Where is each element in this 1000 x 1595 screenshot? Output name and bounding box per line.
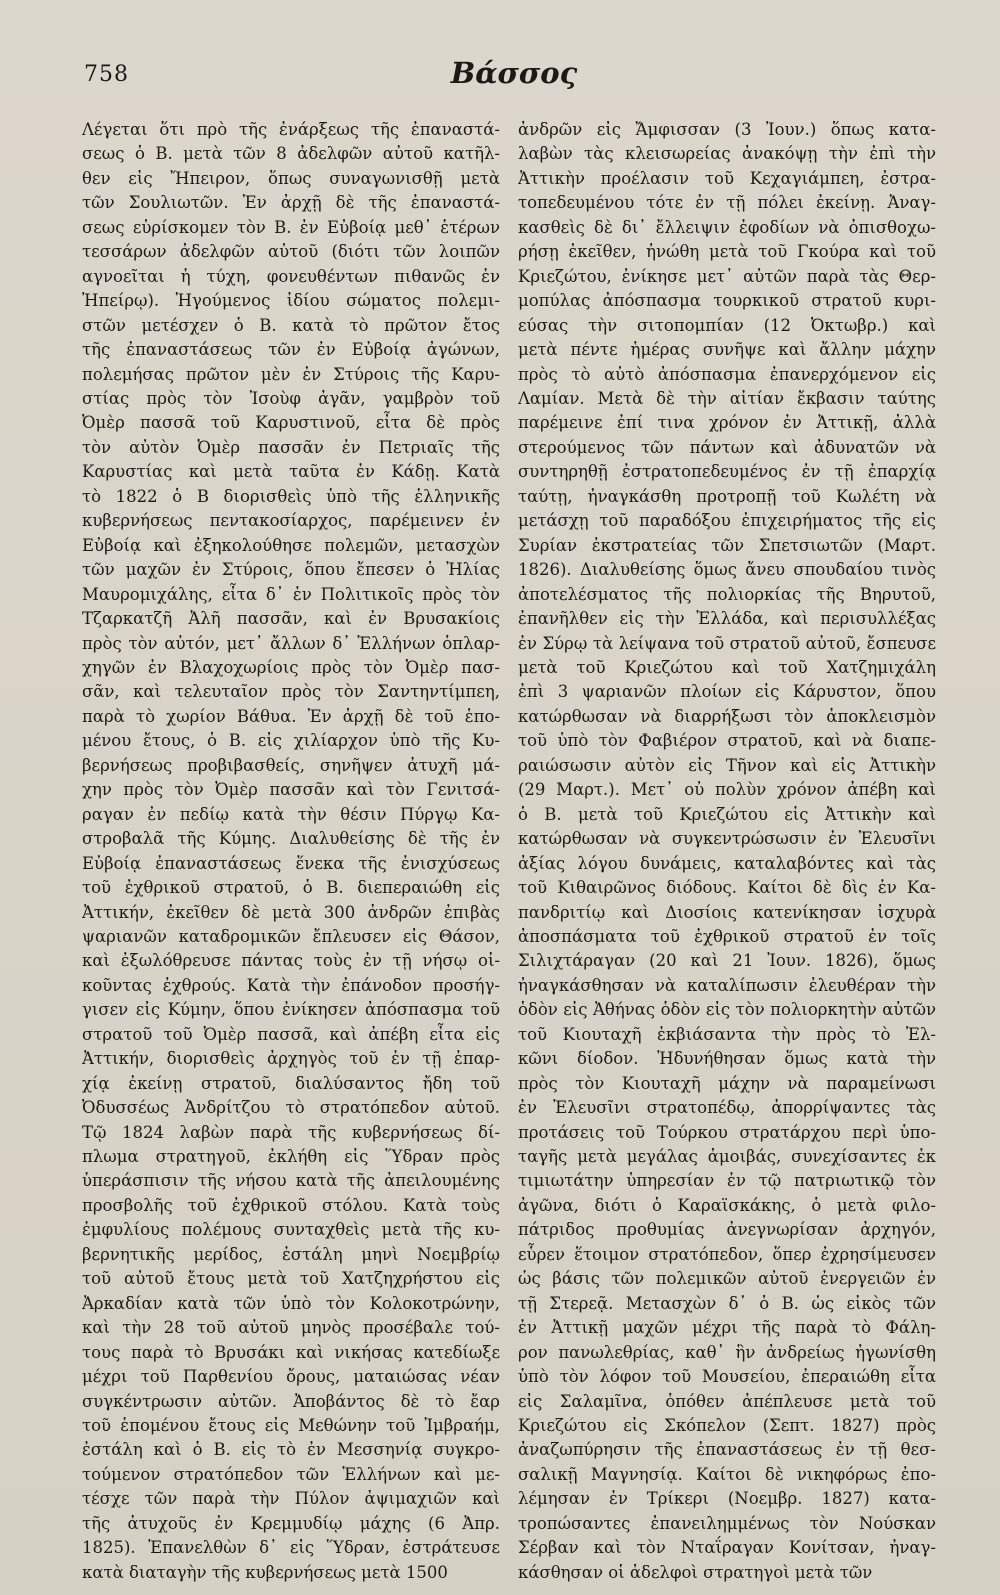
text-line: βερνήσεως προβιβασθείς, σηνῆψεν ἀτυχῆ μά- <box>82 755 500 775</box>
text-line: πολεμήσας πρῶτον μὲν ἐν Στύροις τῆς Καρυ- <box>82 364 500 384</box>
text-line: τῶν μαχῶν ἐν Στύροις, ὅπου ἔπεσεν ὁ Ἠλίας <box>82 560 500 580</box>
text-line: ἐν Σύρῳ τὰ λείψανα τοῦ στρατοῦ αὐτοῦ, ἔσπευσε <box>518 633 936 653</box>
text-line: Ἀττικὴν προέλασιν τοῦ Κεχαγιάμπεη, ἐστρα- <box>518 168 936 188</box>
text-line: στῶν μετέσχεν ὁ Β. κατὰ τὸ πρῶτον ἔτος <box>82 315 500 335</box>
text-line: συγκέντρωσιν αὐτῶν. Ἀποβάντος δὲ τὸ ἔαρ <box>82 1391 500 1411</box>
text-columns <box>82 118 976 1582</box>
text-line: σαλικῇ Μαγνησίᾳ. Καίτοι δὲ νικηφόρως ἐπο- <box>518 1464 936 1484</box>
text-line: τοῦ ἐχθρικοῦ στρατοῦ, ὁ Β. διεπεραιώθη εἰς <box>82 878 500 898</box>
text-line: ὑπὸ τὸν λόφον τοῦ Μουσείου, ἐπεραιώθη εἶτα <box>518 1367 936 1387</box>
text-line: στρατοῦ τοῦ Ὀμὲρ πασσᾶ, καὶ ἀπέβη εἶτα εἰς <box>82 1024 500 1044</box>
text-line: παρὰ τὸ χωρίον Βάθυα. Ἐν ἀρχῇ δὲ τοῦ ἑπο- <box>82 706 500 726</box>
text-line: κατώρθωσαν νὰ διαρρήξωσι τὸν ἀποκλεισμὸν <box>518 706 936 726</box>
text-line: Κριεζώτου εἰς Σκόπελον (Σεπτ. 1827) πρὸς <box>518 1416 936 1436</box>
text-line: Τῷ 1824 λαβὼν παρὰ τῆς κυβερνήσεως δί- <box>82 1122 500 1142</box>
page-number: 758 <box>84 62 129 87</box>
text-line: σεως εὑρίσκομεν τὸν Β. ἐν Εὐβοίᾳ μεθ᾽ ἑτέρων <box>82 217 500 237</box>
text-line: κοῦντας ἐχθρούς. Κατὰ τὴν ἐπάνοδον προσήγ- <box>82 975 500 995</box>
text-line: Ἠπείρῳ). Ἡγούμενος ἰδίου σώματος πολεμι- <box>82 291 500 311</box>
text-line: πλωμα στρατηγοῦ, ἐκλήθη εἰς Ὕδραν πρὸς <box>82 1147 500 1167</box>
text-line: 1826). Διαλυθείσης ὅμως ἄνευ σπουδαίου τινὸς <box>518 560 936 580</box>
text-line: θεν εἰς Ἤπειρον, ὅπως συναγωνισθῇ μετὰ <box>82 168 500 188</box>
text-line: μένου ἔτους, ὁ Β. εἰς χιλίαρχον ὑπὸ τῆς Κυ- <box>82 731 500 751</box>
text-line: Συρίαν ἐκστρατείας τῶν Σπετσιωτῶν (Μαρτ. <box>518 535 936 555</box>
text-line: παρέμεινε ἐπί τινα χρόνον ἐν Ἀττικῇ, ἀλλὰ <box>518 413 936 433</box>
text-line: Σέρβαν καὶ τὸν Νταΐραγαν Κονίτσαν, ἠναγ- <box>518 1538 936 1558</box>
text-line: κατὰ διαταγὴν τῆς κυβερνήσεως μετὰ 1500 <box>82 1562 448 1582</box>
text-line: Σιλιχτάραγαν (20 καὶ 21 Ἰουν. 1826), ὅμως <box>518 951 936 971</box>
text-line: Κριεζώτου, ἐνίκησε μετ᾽ αὐτῶν παρὰ τὰς Θερ- <box>518 266 936 286</box>
text-line: τοῦ Κιθαιρῶνος διόδους. Καίτοι δὲ δὶς ἐν Κα- <box>518 878 936 898</box>
text-line: τῆς ἀτυχοῦς ἐν Κρεμμυδίῳ μάχης (6 Ἀπρ. <box>82 1513 500 1533</box>
text-line: κυβερνήσεως πεντακοσίαρχος, παρέμεινεν ἐν <box>82 511 500 531</box>
text-line: ἐπὶ 3 ψαριανῶν πλοίων εἰς Κάρυστον, ὅπου <box>518 682 936 702</box>
text-line: ὡς βάσις τῶν πολεμικῶν αὐτοῦ ἐνεργειῶν ἐν <box>518 1269 936 1289</box>
text-line: ραγαν ἐν πεδίῳ κατὰ τὴν θέσιν Πύργῳ Κα- <box>82 804 500 824</box>
page-header <box>78 56 950 96</box>
text-line: Εὐβοίᾳ καὶ ἐξηκολούθησε πολεμῶν, μετασχὼν <box>82 535 500 555</box>
text-line: πρὸς τὸν Κιουταχῆ μάχην νὰ παραμείνωσι <box>518 1073 936 1093</box>
text-line: προσβολῆς τοῦ ἐχθρικοῦ στόλου. Κατὰ τοὺς <box>82 1195 500 1215</box>
text-line: προτάσεις τοῦ Τούρκου στρατάρχου περὶ ὑπο- <box>518 1122 936 1142</box>
text-line: πρὸς τὸ αὐτὸ ἀπόσπασμα ἐπανερχόμενον εἰς <box>518 364 936 384</box>
text-line: πανδριτίῳ καὶ Διοσίοις κατενίκησαν ἰσχυρὰ <box>518 902 936 922</box>
text-line: τεσσάρων ἀδελφῶν αὐτοῦ (διότι τῶν λοιπῶν <box>82 242 500 262</box>
text-line: Ὀμὲρ πασσᾶ τοῦ Καρυστινοῦ, εἶτα δὲ πρὸς <box>82 413 500 433</box>
text-line: ψαριανῶν καταδρομικῶν ἔπλευσεν εἰς Θάσον, <box>82 926 500 946</box>
text-line: λέμησαν ἐν Τρίκερι (Νοεμβρ. 1827) κατα- <box>518 1489 936 1509</box>
text-line: εύσας τὴν σιτοπομπίαν (12 Ὀκτωβρ.) καὶ <box>518 315 936 335</box>
text-line: Εὐβοίᾳ ἐπαναστάσεως ἕνεκα τῆς ἐνισχύσεως <box>82 853 500 873</box>
text-line: στίας πρὸς τὸν Ἰσοὺφ ἀγᾶν, γαμβρὸν τοῦ <box>82 388 500 408</box>
text-line: κασθεὶς δὲ δι᾽ ἔλλειψιν ἐφοδίων νὰ ὀπισθοχω- <box>518 217 936 237</box>
text-line: ρήσῃ ἐκεῖθεν, ἠνώθη μετὰ τοῦ Γκούρα καὶ τοῦ <box>518 242 936 262</box>
text-line: τροπώσαντες ἐπανειλημμένως τὸν Νούσκαν <box>518 1513 936 1533</box>
text-line: (29 Μαρτ.). Μετ᾽ οὐ πολὺν χρόνον ἀπέβη καὶ <box>518 780 936 800</box>
text-line: Τζαρκατζῆ Ἀλῆ πασσᾶν, καὶ ἐν Βρυσακίοις <box>82 609 500 629</box>
text-line: Λέγεται ὅτι πρὸ τῆς ἐνάρξεως τῆς ἐπαναστά- <box>82 120 500 139</box>
text-line: βερνητικῆς μερίδος, ἐστάλη μηνὶ Νοεμβρίῳ <box>82 1244 500 1264</box>
text-line: Μαυρομιχάλης, εἶτα δ᾽ ἐν Πολιτικοῖς πρὸς τὸν <box>82 584 500 604</box>
text-line: τους παρὰ τὸ Βρυσάκι καὶ νικήσας κατεδίωξε <box>82 1342 500 1362</box>
text-line: σεως ὁ Β. μετὰ τῶν 8 ἀδελφῶν αὐτοῦ κατῆλ- <box>82 144 500 164</box>
text-line: Λαμίαν. Μετὰ δὲ τὴν αἰτίαν ἔκβασιν ταύτης <box>518 388 936 408</box>
text-line: Ἀρκαδίαν κατὰ τῶν ὑπὸ τὸν Κολοκοτρώνην, <box>82 1293 500 1313</box>
text-line: καὶ τὴν 28 τοῦ αὐτοῦ μηνὸς προσέβαλε τού- <box>82 1318 500 1338</box>
text-line: ἀγῶνα, διότι ὁ Καραϊσκάκης, ὁ μετὰ φιλο- <box>518 1195 936 1215</box>
text-line: ἀνδρῶν εἰς Ἄμφισσαν (3 Ἰουν.) ὅπως κατα- <box>518 120 936 139</box>
text-line: ἐστάλη καὶ ὁ Β. εἰς τὸ ἐν Μεσσηνίᾳ συγκρο- <box>82 1440 500 1460</box>
text-line: ὁδὸν εἰς Ἀθήνας ὁδὸν εἰς τὸν πολιορκητὴν αὐτῶν <box>518 1000 936 1020</box>
text-line: κάσθησαν οἱ ἀδελφοὶ στρατηγοὶ μετὰ τῶν <box>518 1562 873 1582</box>
text-line: τούμενον στρατόπεδον τῶν Ἑλλήνων καὶ με- <box>82 1464 500 1484</box>
text-line: ρον πανωλεθρίας, καθ᾽ ἣν ἀνδρείως ἠγωνίσθη <box>518 1342 936 1362</box>
text-line: μοπύλας ἀπόσπασμα τουρκικοῦ στρατοῦ κυρι- <box>518 291 936 311</box>
text-line: αγνοεῖται ἡ τύχη, φονευθέντων πιθανῶς ἐν <box>82 266 500 286</box>
right-column <box>518 118 936 1585</box>
text-line: ταύτῃ, ἠναγκάσθη προτροπῇ τοῦ Κωλέτη νὰ <box>518 486 936 506</box>
text-line: κῶνι δίοδον. Ἡδυνήθησαν ὅμως κατὰ τὴν <box>518 1049 936 1069</box>
text-line: λαβὼν τὰς κλεισωρείας ἀνακόψῃ τὴν ἐπὶ τὴν <box>518 144 936 164</box>
text-line: εἰς Σαλαμῖνα, ὁπόθεν ἀπέπλευσε μετὰ τοῦ <box>518 1391 936 1411</box>
text-line: τῆς ἐπαναστάσεως τῶν ἐν Εὐβοίᾳ ἀγώνων, <box>82 340 500 360</box>
text-line: ἀναζωπύρησιν τῆς ἐπαναστάσεως ἐν τῇ θεσ- <box>518 1440 936 1460</box>
text-line: χίᾳ ἐκείνῃ στρατοῦ, διαλύσαντος ἤδη τοῦ <box>82 1073 500 1093</box>
text-line: ὁ Β. μετὰ τοῦ Κριεζώτου εἰς Ἀττικὴν καὶ <box>518 804 936 824</box>
left-column <box>82 118 500 1585</box>
text-line: ὑπεράσπισιν τῆς νήσου κατὰ τῆς ἀπειλουμένης <box>82 1171 500 1191</box>
text-line: μετάσχῃ τοῦ παραδόξου ἐπιχειρήματος τῆς εἰς <box>518 511 936 531</box>
text-line: τῶν Σουλιωτῶν. Ἐν ἀρχῇ δὲ τῆς ἐπαναστά- <box>82 193 500 213</box>
text-line: Ἀττικήν, διορισθεὶς ἀρχηγὸς τοῦ ἐν τῇ ἐπαρ- <box>82 1049 500 1069</box>
text-line: σᾶν, καὶ τελευταῖον πρὸς τὸν Σαντηντίμπεη, <box>82 682 500 702</box>
text-line: Ὀδυσσέως Ἀνδρίτζου τὸ στρατόπεδον αὐτοῦ. <box>82 1098 500 1118</box>
text-line: συντηρηθῇ ἐστρατοπεδευμένος ἐν τῇ ἐπαρχίᾳ <box>518 462 936 482</box>
text-line: γισεν εἰς Κύμην, ὅπου ἐνίκησεν ἀπόσπασμα τοῦ <box>82 1000 500 1020</box>
text-line: Ἀττικήν, ἐκεῖθεν δὲ μετὰ 300 ἀνδρῶν ἐπιβὰς <box>82 902 500 922</box>
text-line: τέσχε τῶν παρὰ τὴν Πύλον ἀψιμαχιῶν καὶ <box>82 1489 500 1509</box>
text-line: ραιώσωσιν αὐτὸν εἰς Τῆνον καὶ εἰς Ἀττικὴν <box>518 755 936 775</box>
text-line: ἀποσπάσματα τοῦ ἐχθρικοῦ στρατοῦ ἐν τοῖς <box>518 926 936 946</box>
text-line: ἐν Ἀττικῇ μαχῶν μέχρι τῆς παρὰ τὸ Φάλη- <box>518 1318 936 1338</box>
text-line: τοῦ ἑπομένου ἔτους εἰς Μεθώνην τοῦ Ἰμβραήμ, <box>82 1416 500 1436</box>
text-line: τιμιωτάτην ὑπηρεσίαν ἐν τῷ πατριωτικῷ τὸν <box>518 1171 936 1191</box>
text-line: πρὸς τὸν αὐτόν, μετ᾽ ἄλλων δ᾽ Ἑλλήνων ὁπλαρ- <box>82 633 500 653</box>
text-line: τοῦ ὑπὸ τὸν Φαβιέρον στρατοῦ, καὶ νὰ διαπε- <box>518 731 936 751</box>
text-line: τοῦ Κιουταχῆ ἐκβιάσαντα τὴν πρὸς τὸ Ἐλ- <box>518 1024 936 1044</box>
text-line: ἐπανῆλθεν εἰς τὴν Ἑλλάδα, καὶ περισυλλέξας <box>518 609 936 629</box>
text-line: τὸν αὐτὸν Ὀμὲρ πασσᾶν ἐν Πετριαῖς τῆς <box>82 437 500 457</box>
text-line: χηγῶν ἐν Βλαχοχωρίοις πρὸς τὸν Ὀμὲρ πασ- <box>82 657 500 677</box>
text-line: ἐμφυλίους πολέμους συνταχθεὶς μετὰ τῆς κυ- <box>82 1220 500 1240</box>
text-line: ἀξίας λόγου δυνάμεις, καταλαβόντες καὶ τὰς <box>518 853 936 873</box>
text-line: στροβαλᾶ τῆς Κύμης. Διαλυθείσης δὲ τῆς ἐν <box>82 829 500 849</box>
text-line: ταγῆς μετὰ μεγάλας ἀμοιβάς, συνεχίσαντες ἐκ <box>518 1147 936 1167</box>
text-line: καὶ ἐξωλόθρευσε πάντας τοὺς ἐν τῇ νήσῳ οἰ- <box>82 951 500 971</box>
running-head: Βάσσος <box>450 56 578 90</box>
text-line: μετὰ τοῦ Κριεζώτου καὶ τοῦ Χατζημιχάλη <box>518 657 936 677</box>
text-line: 1825). Ἐπανελθὼν δ᾽ εἰς Ὕδραν, ἐστράτευσε <box>82 1538 500 1558</box>
text-line: πάτριδος προθυμίας ἀνεγνωρίσαν ἀρχηγόν, <box>518 1220 936 1240</box>
text-line: τὸ 1822 ὁ Β διορισθεὶς ὑπὸ τῆς ἑλληνικῆς <box>82 486 500 506</box>
text-line: μέχρι τοῦ Παρθενίου ὄρους, ματαιώσας νέαν <box>82 1367 500 1387</box>
text-line: ἠναγκάσθησαν νὰ καταλίπωσιν ἐλευθέραν τὴν <box>518 975 936 995</box>
text-line: τοπεδευμένου τότε ἐν τῇ πόλει ἐκείνῃ. Ἀναγ- <box>518 193 936 213</box>
text-line: εὗρεν ἕτοιμον στρατόπεδον, ὅπερ ἐχρησίμευσεν <box>518 1244 936 1264</box>
text-line: τῇ Στερεᾷ. Μετασχὼν δ᾽ ὁ Β. ὡς εἰκὸς τῶν <box>518 1293 936 1313</box>
text-line: τοῦ αὐτοῦ ἔτους μετὰ τοῦ Χατζηχρήστου εἰς <box>82 1269 500 1289</box>
text-line: Καρυστίας καὶ μετὰ ταῦτα ἐν Κάδῃ. Κατὰ <box>82 462 500 482</box>
text-line: μετὰ πέντε ἡμέρας συνῆψε καὶ ἄλλην μάχην <box>518 340 936 360</box>
text-line: κατώρθωσαν νὰ συγκεντρώσωσιν ἐν Ἐλευσῖνι <box>518 829 936 849</box>
text-line: ἐν Ἐλευσῖνι στρατοπέδῳ, ἀπορρίψαντες τὰς <box>518 1098 936 1118</box>
text-line: ἀποτελέσματος τῆς πολιορκίας τῆς Βηρυτοῦ, <box>518 584 936 604</box>
text-line: χην πρὸς τὸν Ὀμὲρ πασσᾶν καὶ τὸν Γενιτσά- <box>82 780 500 800</box>
text-line: στερούμενος τῶν πάντων καὶ ἀδυνατῶν νὰ <box>518 437 936 457</box>
